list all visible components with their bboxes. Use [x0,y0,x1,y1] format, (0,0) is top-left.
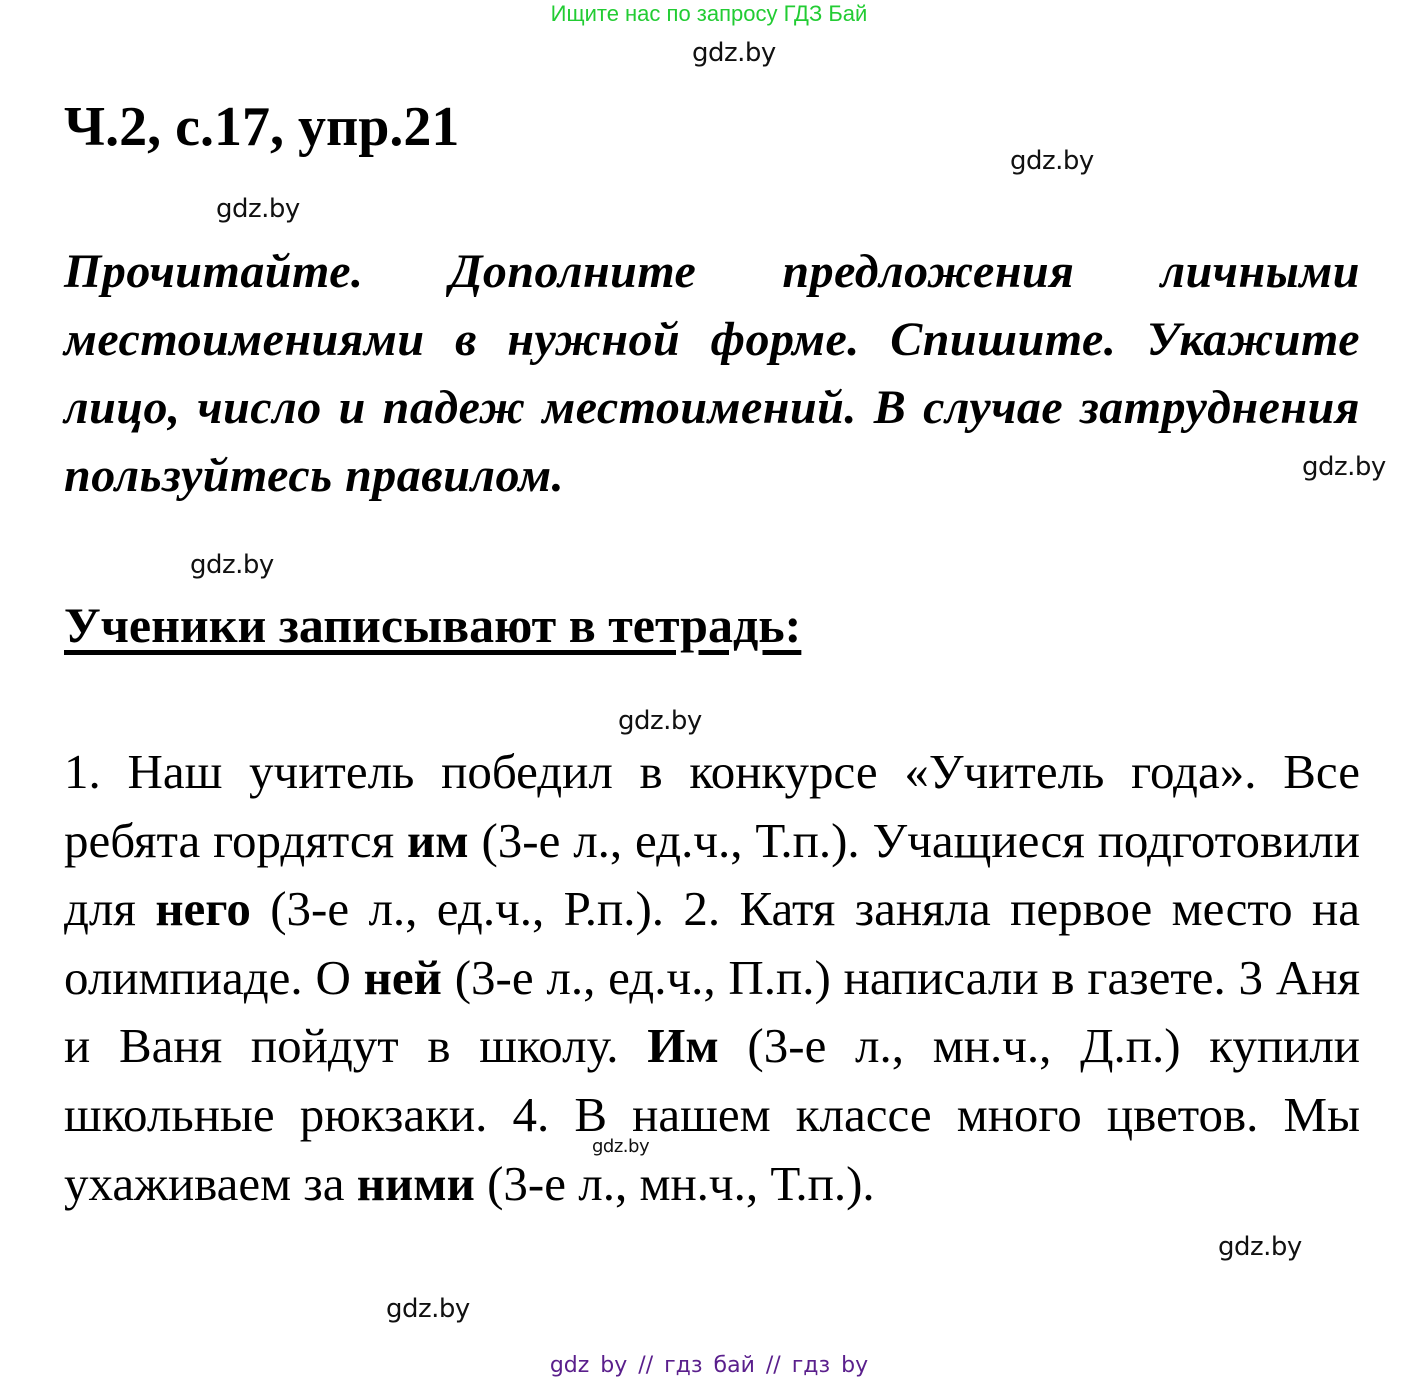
watermark: gdz.by [1302,452,1386,482]
search-hint-banner: Ищите нас по запросу ГДЗ Бай [550,1,868,26]
watermark: gdz.by [386,1294,470,1324]
watermark: gdz.by [190,550,274,580]
answer-sentence: (3-е л., мн.ч., Т.п.). [474,1155,875,1211]
pronoun-highlight: ней [363,949,442,1005]
answer-heading: Ученики записывают в тетрадь: [64,597,802,653]
pronoun-highlight: ними [356,1155,475,1211]
pronoun-highlight: им [407,812,469,868]
answer-sentence: (3-е л., мн.ч., Д.п.) купили школьные рюкзаки. 4. В нашем классе много цветов. Мы ухаживаем за [64,1018,1361,1211]
pronoun-highlight: него [155,881,251,937]
watermark: gdz.by [1218,1232,1302,1262]
answer-sentence: (3-е л., ед.ч., Т.п.). Учащиеся подготовили для [64,812,1360,937]
answer-sentence: (3-е л., ед.ч., П.п.) написали в газете. 3 Аня и Ваня пойдут в школу. [64,949,1360,1074]
watermark: gdz.by [216,194,300,224]
task-instructions: Прочитайте. Дополните предложения личными местоимениями в нужной форме. Спишите. Укажите лицо, число и падеж местоимений. В случае затруднения пользуйтесь правилом. [64,245,1360,502]
watermark: gdz.by [618,706,702,736]
watermark: gdz.by [592,1136,650,1157]
watermark: gdz.by [1010,146,1094,176]
page-title: Ч.2, с.17, упр.21 [64,96,460,158]
pronoun-highlight: Им [647,1018,719,1074]
answer-text [64,738,1360,1218]
watermark: gdz.by [692,38,776,68]
answer-sentence: 1. Наш учитель победил в конкурсе «Учитель года». Все ребята гордятся [64,744,1360,868]
answer-sentence: (3-е л., ед.ч., Р.п.). 2. Катя заняла первое место на олимпиаде. О [64,881,1361,1005]
footer-links: gdz by // гдз бай // гдз by [549,1353,869,1378]
